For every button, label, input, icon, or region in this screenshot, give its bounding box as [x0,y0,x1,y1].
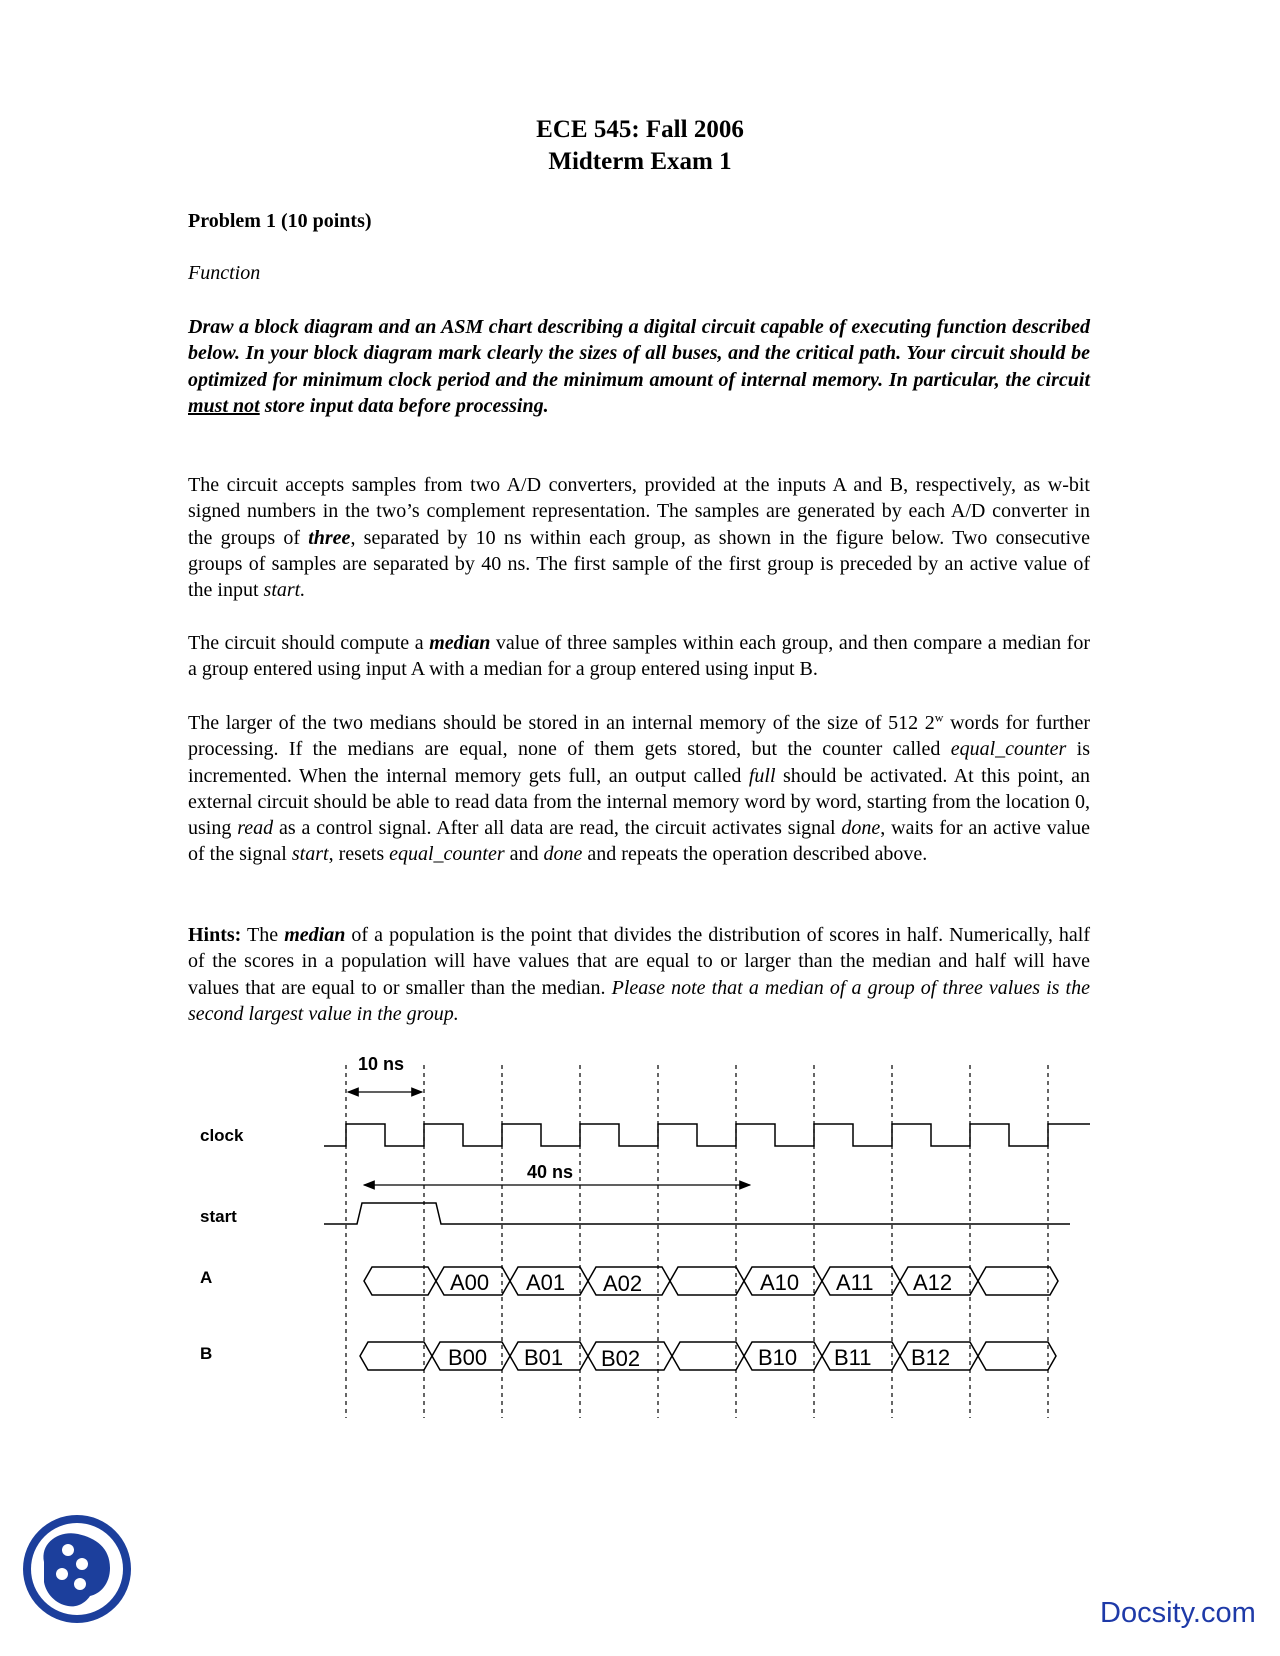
description-paragraph-1: The circuit accepts samples from two A/D converters, provided at the inputs A and B, respectively, as w-bit signed numbers in the two’s complement representation. The samples are generated by each A/D converter in the groups of three, separated by 10 ns within each group, as shown in the figure below. Two consecutive groups of samples are separated by 40 ns. The first sample of the first group is preceded by an active value of the input start. [188,474,1090,602]
bus-b-label: B10 [758,1345,798,1370]
bus-b-label: B00 [448,1345,488,1370]
exam-title: Midterm Exam 1 [548,148,732,175]
bus-segment [672,1342,744,1370]
problem-heading: Problem 1 (10 points) [188,210,372,232]
signal-label-b: B [200,1344,213,1363]
bus-segment [670,1267,744,1295]
clock-waveform [324,1124,1090,1146]
docsity-watermark[interactable]: Docsity.com [1100,1597,1256,1629]
bus-b-label: B01 [524,1345,564,1370]
bus-segment [360,1342,432,1370]
bus-a-label: A11 [836,1270,874,1295]
bus-segment [978,1342,1056,1370]
signal-label-a: A [200,1268,213,1287]
bus-b-label: B11 [834,1345,872,1370]
bus-a-label: A02 [603,1271,643,1296]
bus-a-label: A00 [450,1270,490,1295]
hints-paragraph: Hints: The median of a population is the point that divides the distribution of scores in half. Numerically, half of the scores in a population will have values that are equal to or larger than the median and half will have values that are equal to or smaller than the median. Please note that a median of a group of three values is the second largest value in the group. [188,924,1090,1025]
bus-b-label: B12 [911,1345,951,1370]
bus-a-label: A01 [526,1270,566,1295]
start-waveform [324,1203,1070,1224]
bus-segment [978,1267,1058,1295]
bus-a-label: A10 [760,1270,800,1295]
forty-ns-label: 40 ns [527,1162,574,1182]
bus-a-labels [450,1270,952,1296]
course-title: ECE 545: Fall 2006 [536,116,744,143]
description-paragraph-3: The larger of the two medians should be stored in an internal memory of the size of 512 2$^w$ words for further processing. If the medians are equal, none of them gets stored, but the counter called equal_counter is incremented. When the internal memory gets full, an output called full should be activated. At this point, an external circuit should be able to read data from the internal memory word by word, starting from the location 0, using read as a control signal. After all data are read, the circuit activates signal done, waits for an active value of the signal start, resets equal_counter and done and repeats the operation described above. [188,710,1091,866]
ten-ns-label: 10 ns [358,1054,405,1074]
problem-subheading: Function [188,262,261,284]
description-paragraph-2: The circuit should compute a median value of three samples within each group, and then compare a median for a group entered using input A with a median for a group entered using input B. [188,632,1090,681]
timing-diagram [0,1040,1280,1420]
bus-b-label: B02 [601,1346,641,1371]
bus-a-label: A12 [913,1270,953,1295]
docsity-logo-icon [20,1512,134,1626]
signal-label-clock: clock [200,1126,244,1145]
signal-label-start: start [200,1207,237,1226]
bus-b-labels [448,1345,950,1371]
instructions-paragraph: Draw a block diagram and an ASM chart describing a digital circuit capable of executing function described below. In your block diagram mark clearly the sizes of all buses, and the critical path. Your circuit should be optimized for minimum clock period and the minimum amount of internal memory. In particular, the circuit must not store input data before processing. [188,316,1090,417]
bus-segment [364,1267,436,1295]
must-not-emphasis: must not [188,394,260,417]
